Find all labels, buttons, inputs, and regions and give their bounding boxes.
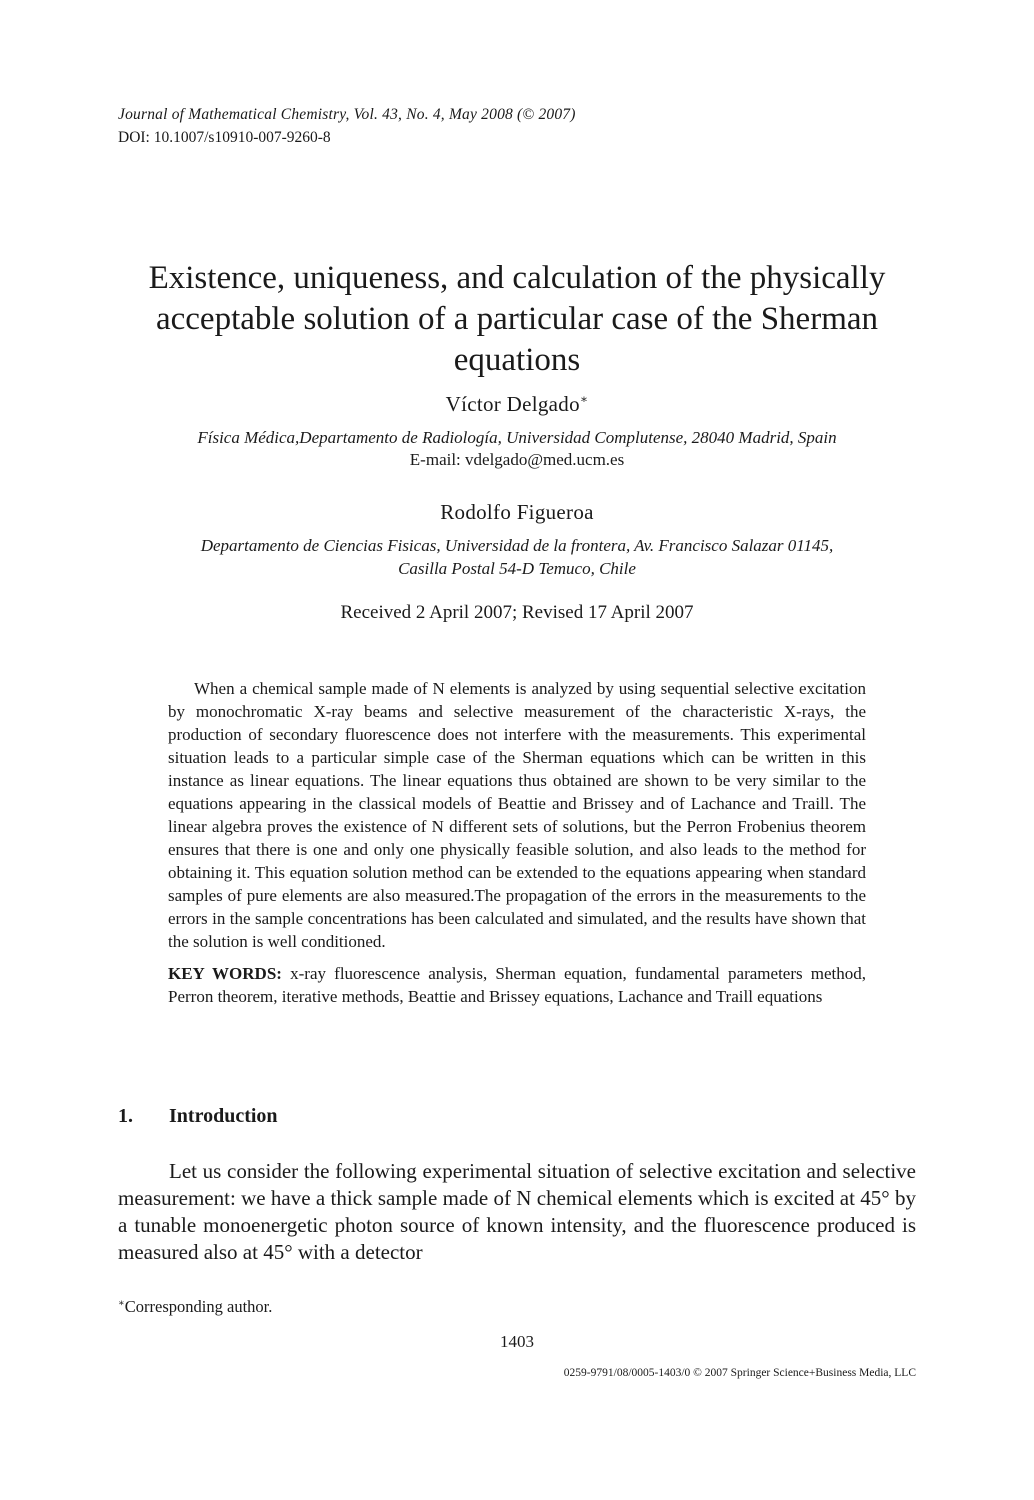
keywords-label: KEY WORDS: (168, 964, 282, 983)
title-line: Existence, uniqueness, and calculation of the physically (148, 260, 886, 297)
copyright-notice: 0259-9791/08/0005-1403/0 © 2007 Springer Science+Business Media, LLC (563, 1367, 916, 1379)
author-name: Víctor Delgado∗ (445, 392, 589, 416)
keywords-list: x-ray fluorescence analysis, Sherman equation, fundamental parameters method, Perron theorem, iterative methods, Beattie and Brissey equations, Lachance and Traill equations (168, 964, 867, 1006)
corresponding-author-mark: ∗ (579, 392, 589, 406)
title-line: equations (453, 342, 581, 379)
keywords (168, 962, 866, 1008)
abstract-text: When a chemical sample made of N elements is analyzed by using sequential selective excitation by monochromatic X-ray beams and selective measurement of the characteristic X-rays, the production of secondary fluorescence does not interfere with the measurements. This experimental situation leads to a particular simple case of the Sherman equations which can be written in this instance as linear equations. The linear equations thus obtained are shown to be very similar to the equations appearing in the classical models of Beattie and Brissey and of Lachance and Traill. The linear algebra proves the existence of N different sets of solutions, but the Perron Frobenius theorem ensures that there is one and only one physically feasible solution, and also leads to the method for obtaining it. This equation solution method can be extended to the equations appearing when standard samples of pure elements are also measured.The propagation of the errors in the measurements to the errors in the sample concentrations has been calculated and simulated, and the results have shown that the solution is well conditioned. (168, 679, 866, 951)
title-line: acceptable solution of a particular case of the Sherman (155, 301, 879, 338)
footnote-text: Corresponding author. (124, 1297, 273, 1316)
paper-title (100, 258, 934, 381)
intro-paragraph: Let us consider the following experimental situation of selective excitation and selective measurement: we have a thick sample made of N chemical elements which is excited at 45° by a tunable monoenergetic photon source of known intensity, and the fluorescence produced is measured also at 45° with a detector (118, 1159, 916, 1264)
affiliation-line: Departamento de Ciencias Fisicas, Universidad de la frontera, Av. Francisco Salazar 01145, (200, 536, 834, 555)
received-dates: Received 2 April 2007; Revised 17 April 2007 (340, 602, 694, 623)
footnote (118, 1297, 272, 1317)
author-affiliation (0, 534, 1034, 580)
journal-citation: Journal of Mathematical Chemistry, Vol. 43, No. 4, May 2008 (© 2007) (118, 106, 576, 123)
page-number: 1403 (500, 1332, 534, 1351)
abstract (168, 677, 866, 1008)
section-number: 1. (118, 1105, 133, 1127)
section-title: Introduction (169, 1105, 278, 1127)
author-email: E-mail: vdelgado@med.ucm.es (409, 450, 625, 469)
author-affiliation: Física Médica,Departamento de Radiología, Universidad Complutense, 28040 Madrid, Spain (197, 428, 837, 447)
footnote-mark: ∗ (118, 1298, 125, 1309)
doi: DOI: 10.1007/s10910-007-9260-8 (118, 129, 331, 146)
author-name: Rodolfo Figueroa (440, 500, 594, 524)
section-heading (118, 1105, 278, 1128)
affiliation-line: Casilla Postal 54-D Temuco, Chile (398, 559, 636, 578)
